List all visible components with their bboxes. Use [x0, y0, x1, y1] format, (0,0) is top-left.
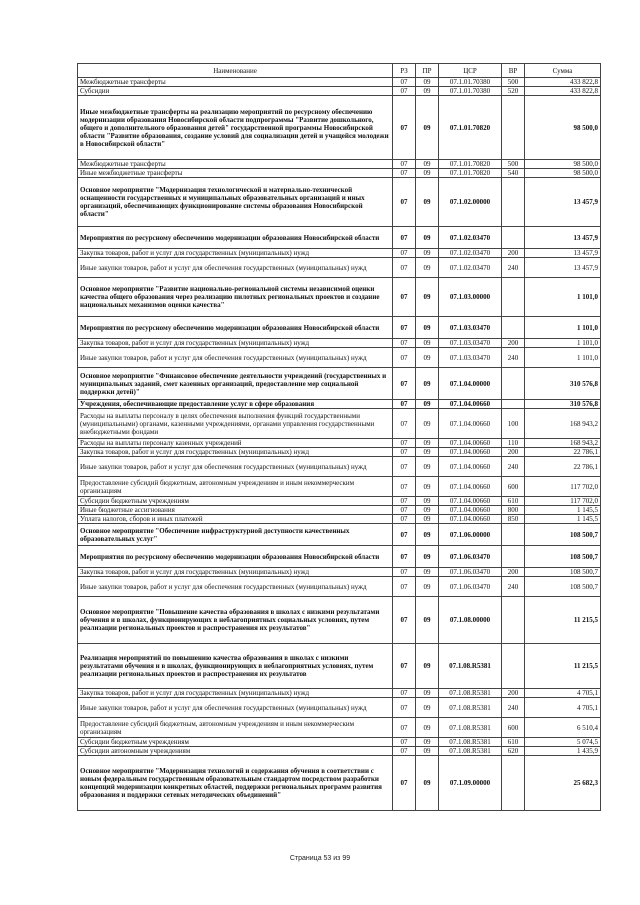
- cell-sum: 310 576,8: [525, 400, 601, 409]
- cell-pr: 09: [416, 568, 439, 577]
- cell-vr: 200: [502, 689, 525, 698]
- cell-sum: 13 457,9: [525, 227, 601, 249]
- cell-csr: 07.1.04.00660: [439, 439, 502, 448]
- cell-vr: 610: [502, 497, 525, 506]
- table-row: [78, 317, 601, 339]
- cell-pr: 09: [416, 515, 439, 524]
- cell-csr: 07.1.02.03470: [439, 258, 502, 278]
- cell-rz: 07: [393, 597, 416, 644]
- cell-vr: [502, 96, 525, 160]
- cell-rz: 07: [393, 448, 416, 457]
- cell-vr: [502, 524, 525, 546]
- cell-sum: 98 500,0: [525, 169, 601, 178]
- cell-csr: 07.1.08.00000: [439, 597, 502, 644]
- table-row: [78, 439, 601, 448]
- table-row: [78, 644, 601, 689]
- cell-pr: 09: [416, 439, 439, 448]
- cell-csr: 07.1.04.00660: [439, 477, 502, 497]
- budget-table: [77, 63, 601, 811]
- cell-pr: 09: [416, 368, 439, 400]
- cell-vr: 240: [502, 577, 525, 597]
- table-row: [78, 87, 601, 96]
- cell-pr: 09: [416, 577, 439, 597]
- cell-rz: 07: [393, 457, 416, 477]
- cell-pr: 09: [416, 747, 439, 756]
- cell-rz: 07: [393, 689, 416, 698]
- cell-pr: 09: [416, 689, 439, 698]
- cell-rz: 07: [393, 348, 416, 368]
- cell-rz: 07: [393, 169, 416, 178]
- table-row: [78, 400, 601, 409]
- cell-rz: 07: [393, 96, 416, 160]
- cell-rz: 07: [393, 368, 416, 400]
- cell-vr: 240: [502, 258, 525, 278]
- cell-sum: 1 145,5: [525, 515, 601, 524]
- cell-csr: 07.1.02.03470: [439, 227, 502, 249]
- table-row: [78, 497, 601, 506]
- cell-name: Субсидии бюджетным учреждениям: [78, 497, 393, 506]
- cell-pr: 09: [416, 258, 439, 278]
- cell-sum: 1 101,0: [525, 278, 601, 317]
- page-footer: Страница 53 из 99: [289, 855, 351, 862]
- cell-vr: 800: [502, 506, 525, 515]
- cell-csr: 07.1.01.70380: [439, 87, 502, 96]
- table-body: [78, 78, 601, 811]
- cell-sum: 98 500,0: [525, 160, 601, 169]
- cell-rz: 07: [393, 278, 416, 317]
- table-row: [78, 698, 601, 718]
- cell-csr: 07.1.06.00000: [439, 524, 502, 546]
- cell-csr: 07.1.08.R5381: [439, 718, 502, 738]
- cell-name: Мероприятия по ресурсному обеспечению модернизации образования Новосибирской области: [78, 317, 393, 339]
- table-row: [78, 524, 601, 546]
- cell-name: Межбюджетные трансферты: [78, 78, 393, 87]
- cell-sum: 22 786,1: [525, 457, 601, 477]
- cell-sum: 13 457,9: [525, 258, 601, 278]
- cell-rz: 07: [393, 506, 416, 515]
- cell-sum: 108 500,7: [525, 524, 601, 546]
- cell-name: Учреждения, обеспечивающие предоставление услуг в сфере образования: [78, 400, 393, 409]
- table-row: [78, 448, 601, 457]
- cell-sum: 1 435,9: [525, 747, 601, 756]
- header-sum: Сумма: [525, 64, 601, 78]
- cell-name: Субсидии: [78, 87, 393, 96]
- cell-name: Основное мероприятие "Модернизация технологической и материально-технической оснащенности государственных и муниципальных образовательных организаций и иных организаций, обеспечивающих функционирование системы образования Новосибирской области": [78, 178, 393, 227]
- cell-pr: 09: [416, 448, 439, 457]
- cell-csr: 07.1.03.00000: [439, 278, 502, 317]
- cell-vr: [502, 227, 525, 249]
- cell-name: Иные закупки товаров, работ и услуг для обеспечения государственных (муниципальных) нужд: [78, 348, 393, 368]
- cell-sum: 1 101,0: [525, 339, 601, 348]
- cell-name: Субсидии бюджетным учреждениям: [78, 738, 393, 747]
- table-row: [78, 178, 601, 227]
- cell-name: Расходы на выплаты персоналу казенных учреждений: [78, 439, 393, 448]
- table-row: [78, 96, 601, 160]
- table-row: [78, 160, 601, 169]
- cell-rz: 07: [393, 546, 416, 568]
- cell-pr: 09: [416, 718, 439, 738]
- cell-sum: 310 576,8: [525, 368, 601, 400]
- cell-csr: 07.1.08.R5381: [439, 698, 502, 718]
- cell-rz: 07: [393, 439, 416, 448]
- cell-vr: 620: [502, 747, 525, 756]
- cell-pr: 09: [416, 409, 439, 439]
- cell-csr: 07.1.03.03470: [439, 317, 502, 339]
- cell-name: Субсидии автономным учреждениям: [78, 747, 393, 756]
- cell-pr: 09: [416, 317, 439, 339]
- cell-vr: 200: [502, 448, 525, 457]
- cell-rz: 07: [393, 698, 416, 718]
- cell-rz: 07: [393, 568, 416, 577]
- cell-pr: 09: [416, 506, 439, 515]
- cell-name: Мероприятия по ресурсному обеспечению модернизации образования Новосибирской области: [78, 227, 393, 249]
- cell-name: Основное мероприятие "Повышение качества образования в школах с низкими результатами обучения и в школах, функционирующих в неблагоприятных социальных условиях, путем реализации региональных проектов и распространения их результатов": [78, 597, 393, 644]
- table-row: [78, 348, 601, 368]
- cell-sum: 1 101,0: [525, 348, 601, 368]
- header-csr: ЦСР: [439, 64, 502, 78]
- cell-vr: 240: [502, 457, 525, 477]
- cell-rz: 07: [393, 400, 416, 409]
- cell-csr: 07.1.04.00000: [439, 368, 502, 400]
- cell-vr: 600: [502, 477, 525, 497]
- cell-vr: [502, 597, 525, 644]
- table-row: [78, 457, 601, 477]
- table-row: [78, 249, 601, 258]
- header-name: Наименование: [78, 64, 393, 78]
- cell-csr: 07.1.01.70820: [439, 160, 502, 169]
- cell-name: Иные закупки товаров, работ и услуг для обеспечения государственных (муниципальных) нужд: [78, 698, 393, 718]
- cell-pr: 09: [416, 497, 439, 506]
- cell-pr: 09: [416, 78, 439, 87]
- cell-pr: 09: [416, 178, 439, 227]
- cell-name: Мероприятия по ресурсному обеспечению модернизации образования Новосибирской области: [78, 546, 393, 568]
- cell-sum: 25 682,3: [525, 756, 601, 811]
- cell-csr: 07.1.04.00660: [439, 457, 502, 477]
- cell-sum: 98 500,0: [525, 96, 601, 160]
- cell-rz: 07: [393, 249, 416, 258]
- cell-sum: 117 702,0: [525, 477, 601, 497]
- cell-rz: 07: [393, 644, 416, 689]
- cell-vr: 240: [502, 348, 525, 368]
- cell-rz: 07: [393, 577, 416, 597]
- cell-vr: 600: [502, 718, 525, 738]
- cell-sum: 1 101,0: [525, 317, 601, 339]
- cell-name: Основное мероприятие "Финансовое обеспечение деятельности учреждений (государственных и муниципальных заданий, смет казенных организаций, предоставление мер социальной поддержки детей)": [78, 368, 393, 400]
- header-rz: РЗ: [393, 64, 416, 78]
- cell-rz: 07: [393, 178, 416, 227]
- cell-vr: [502, 317, 525, 339]
- cell-name: Иные закупки товаров, работ и услуг для обеспечения государственных (муниципальных) нужд: [78, 457, 393, 477]
- cell-rz: 07: [393, 497, 416, 506]
- cell-vr: 500: [502, 160, 525, 169]
- table-row: [78, 278, 601, 317]
- cell-rz: 07: [393, 160, 416, 169]
- cell-pr: 09: [416, 169, 439, 178]
- cell-csr: 07.1.02.00000: [439, 178, 502, 227]
- cell-vr: [502, 368, 525, 400]
- cell-pr: 09: [416, 339, 439, 348]
- header-vr: ВР: [502, 64, 525, 78]
- cell-rz: 07: [393, 87, 416, 96]
- table-row: [78, 689, 601, 698]
- cell-name: Закупка товаров, работ и услуг для государственных (муниципальных) нужд: [78, 249, 393, 258]
- cell-csr: 07.1.01.70380: [439, 78, 502, 87]
- cell-name: Предоставление субсидий бюджетным, автономным учреждениям и иным некоммерческим организациям: [78, 718, 393, 738]
- cell-sum: 13 457,9: [525, 178, 601, 227]
- cell-vr: 200: [502, 339, 525, 348]
- cell-vr: 200: [502, 568, 525, 577]
- cell-vr: 240: [502, 698, 525, 718]
- cell-name: Межбюджетные трансферты: [78, 160, 393, 169]
- cell-vr: [502, 756, 525, 811]
- cell-sum: 108 500,7: [525, 577, 601, 597]
- table-row: [78, 227, 601, 249]
- cell-vr: 500: [502, 78, 525, 87]
- cell-rz: 07: [393, 738, 416, 747]
- cell-name: Закупка товаров, работ и услуг для государственных (муниципальных) нужд: [78, 339, 393, 348]
- cell-csr: 07.1.01.70820: [439, 96, 502, 160]
- table-row: [78, 546, 601, 568]
- cell-vr: [502, 644, 525, 689]
- cell-pr: 09: [416, 249, 439, 258]
- cell-rz: 07: [393, 718, 416, 738]
- cell-name: Предоставление субсидий бюджетным, автономным учреждениям и иным некоммерческим организациям: [78, 477, 393, 497]
- cell-pr: 09: [416, 160, 439, 169]
- cell-pr: 09: [416, 546, 439, 568]
- cell-name: Иные закупки товаров, работ и услуг для обеспечения государственных (муниципальных) нужд: [78, 577, 393, 597]
- table-row: [78, 477, 601, 497]
- cell-pr: 09: [416, 644, 439, 689]
- cell-pr: 09: [416, 477, 439, 497]
- cell-rz: 07: [393, 756, 416, 811]
- cell-pr: 09: [416, 400, 439, 409]
- cell-sum: 22 786,1: [525, 448, 601, 457]
- table-row: [78, 568, 601, 577]
- cell-name: Иные межбюджетные трансферты: [78, 169, 393, 178]
- cell-vr: 610: [502, 738, 525, 747]
- cell-name: Расходы на выплаты персоналу в целях обеспечения выполнения функций государственными (муниципальными) органами, казенными учреждениями, органами управления государственными внебюджетными фондами: [78, 409, 393, 439]
- cell-name: Уплата налогов, сборов и иных платежей: [78, 515, 393, 524]
- budget-table-container: [77, 63, 600, 811]
- cell-vr: 200: [502, 249, 525, 258]
- cell-pr: 09: [416, 597, 439, 644]
- table-row: [78, 515, 601, 524]
- table-row: [78, 169, 601, 178]
- cell-rz: 07: [393, 747, 416, 756]
- cell-csr: 07.1.04.00660: [439, 409, 502, 439]
- cell-csr: 07.1.03.03470: [439, 348, 502, 368]
- cell-csr: 07.1.08.R5381: [439, 644, 502, 689]
- cell-csr: 07.1.08.R5381: [439, 689, 502, 698]
- cell-csr: 07.1.03.03470: [439, 339, 502, 348]
- table-row: [78, 597, 601, 644]
- cell-rz: 07: [393, 477, 416, 497]
- cell-sum: 4 705,1: [525, 689, 601, 698]
- table-row: [78, 756, 601, 811]
- cell-sum: 5 074,5: [525, 738, 601, 747]
- table-row: [78, 409, 601, 439]
- cell-pr: 09: [416, 348, 439, 368]
- cell-rz: 07: [393, 258, 416, 278]
- cell-csr: 07.1.04.00660: [439, 448, 502, 457]
- cell-name: Иные межбюджетные трансферты на реализацию мероприятий по ресурсному обеспечению модернизации образования Новосибирской области подпрограммы "Развитие дошкольного, общего и дополнительного образования детей" государственной программы Новосибирской области "Развитие образования, создание условий для социализации детей и учащейся молодежи в Новосибирской области": [78, 96, 393, 160]
- table-row: [78, 506, 601, 515]
- cell-name: Основное мероприятие "Развитие национально-региональной системы независимой оценки качества общего образования через реализацию пилотных региональных проектов и создание национальных механизмов оценки качества": [78, 278, 393, 317]
- cell-pr: 09: [416, 524, 439, 546]
- cell-vr: [502, 178, 525, 227]
- cell-sum: 11 215,5: [525, 597, 601, 644]
- cell-sum: 117 702,0: [525, 497, 601, 506]
- cell-sum: 168 943,2: [525, 409, 601, 439]
- cell-csr: 07.1.02.03470: [439, 249, 502, 258]
- cell-csr: 07.1.06.03470: [439, 568, 502, 577]
- cell-csr: 07.1.08.R5381: [439, 738, 502, 747]
- table-row: [78, 368, 601, 400]
- cell-csr: 07.1.06.03470: [439, 546, 502, 568]
- cell-sum: 13 457,9: [525, 249, 601, 258]
- cell-csr: 07.1.04.00660: [439, 400, 502, 409]
- cell-csr: 07.1.06.03470: [439, 577, 502, 597]
- cell-rz: 07: [393, 227, 416, 249]
- cell-csr: 07.1.04.00660: [439, 515, 502, 524]
- table-row: [78, 718, 601, 738]
- cell-name: Основное мероприятие "Обеспечение инфраструктурной доступности качественных образовательных услуг": [78, 524, 393, 546]
- cell-vr: [502, 278, 525, 317]
- cell-sum: 108 500,7: [525, 546, 601, 568]
- cell-name: Закупка товаров, работ и услуг для государственных (муниципальных) нужд: [78, 689, 393, 698]
- table-header-row: [78, 64, 601, 78]
- cell-rz: 07: [393, 515, 416, 524]
- table-row: [78, 577, 601, 597]
- table-row: [78, 339, 601, 348]
- cell-pr: 09: [416, 457, 439, 477]
- cell-sum: 1 145,5: [525, 506, 601, 515]
- cell-sum: 4 705,1: [525, 698, 601, 718]
- cell-pr: 09: [416, 278, 439, 317]
- cell-pr: 09: [416, 698, 439, 718]
- cell-csr: 07.1.08.R5381: [439, 747, 502, 756]
- cell-name: Закупка товаров, работ и услуг для государственных (муниципальных) нужд: [78, 568, 393, 577]
- table-row: [78, 258, 601, 278]
- cell-sum: 433 822,8: [525, 78, 601, 87]
- cell-vr: 100: [502, 409, 525, 439]
- table-row: [78, 78, 601, 87]
- cell-sum: 168 943,2: [525, 439, 601, 448]
- cell-rz: 07: [393, 339, 416, 348]
- cell-name: Иные бюджетные ассигнования: [78, 506, 393, 515]
- cell-name: Реализация мероприятий по повышению качества образования в школах с низкими результатами обучения и в школах, функционирующих в неблагоприятных условиях, путем реализации региональных проектов и распространения их результатов: [78, 644, 393, 689]
- cell-sum: 433 822,8: [525, 87, 601, 96]
- cell-rz: 07: [393, 409, 416, 439]
- cell-pr: 09: [416, 96, 439, 160]
- cell-vr: [502, 546, 525, 568]
- cell-vr: 520: [502, 87, 525, 96]
- cell-pr: 09: [416, 756, 439, 811]
- cell-csr: 07.1.09.00000: [439, 756, 502, 811]
- header-pr: ПР: [416, 64, 439, 78]
- cell-pr: 09: [416, 738, 439, 747]
- cell-csr: 07.1.04.00660: [439, 506, 502, 515]
- cell-csr: 07.1.04.00660: [439, 497, 502, 506]
- cell-rz: 07: [393, 524, 416, 546]
- cell-rz: 07: [393, 78, 416, 87]
- cell-sum: 6 510,4: [525, 718, 601, 738]
- table-row: [78, 738, 601, 747]
- cell-csr: 07.1.01.70820: [439, 169, 502, 178]
- cell-vr: 110: [502, 439, 525, 448]
- table-row: [78, 747, 601, 756]
- cell-name: Основное мероприятие "Модернизация технологий и содержания обучения в соответствии с новым федеральным государственным образовательным стандартом посредством разработки концепций модернизации конкретных областей, поддержки региональных программ развития образования и поддержки сетевых методических объединений": [78, 756, 393, 811]
- cell-vr: [502, 400, 525, 409]
- cell-rz: 07: [393, 317, 416, 339]
- cell-vr: 540: [502, 169, 525, 178]
- cell-sum: 108 500,7: [525, 568, 601, 577]
- cell-pr: 09: [416, 227, 439, 249]
- cell-name: Иные закупки товаров, работ и услуг для обеспечения государственных (муниципальных) нужд: [78, 258, 393, 278]
- cell-name: Закупка товаров, работ и услуг для государственных (муниципальных) нужд: [78, 448, 393, 457]
- cell-pr: 09: [416, 87, 439, 96]
- cell-sum: 11 215,5: [525, 644, 601, 689]
- cell-vr: 850: [502, 515, 525, 524]
